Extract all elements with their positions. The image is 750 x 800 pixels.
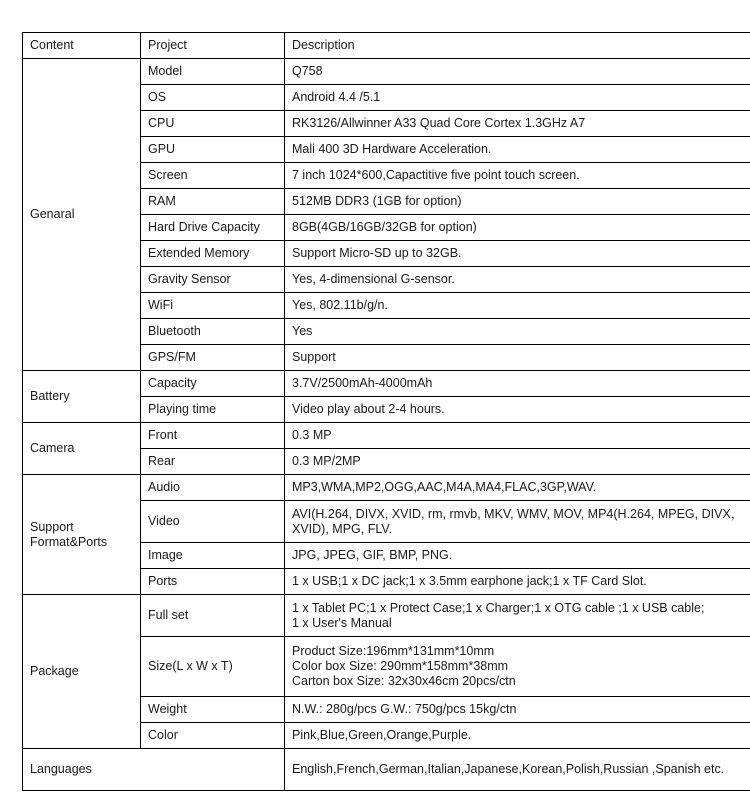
description-value: 0.3 MP bbox=[285, 423, 750, 449]
project-label: Extended Memory bbox=[141, 241, 285, 267]
specification-table-container bbox=[22, 32, 744, 791]
description-value: Q758 bbox=[285, 59, 750, 85]
description-value: English,French,German,Italian,Japanese,Korean,Polish,Russian ,Spanish etc. bbox=[285, 749, 750, 791]
group-label-camera: Camera bbox=[23, 423, 141, 475]
header-project: Project bbox=[141, 33, 285, 59]
project-label: GPU bbox=[141, 137, 285, 163]
project-label: Color bbox=[141, 723, 285, 749]
group-label-genaral: Genaral bbox=[23, 59, 141, 371]
project-label: Size(L x W x T) bbox=[141, 637, 285, 697]
project-label: Front bbox=[141, 423, 285, 449]
project-label: Video bbox=[141, 501, 285, 543]
table-row bbox=[23, 595, 750, 637]
project-label: RAM bbox=[141, 189, 285, 215]
project-label: GPS/FM bbox=[141, 345, 285, 371]
description-value: Yes, 802.11b/g/n. bbox=[285, 293, 750, 319]
description-value: 1 x USB;1 x DC jack;1 x 3.5mm earphone jack;1 x TF Card Slot. bbox=[285, 569, 750, 595]
description-value bbox=[285, 595, 750, 637]
description-value: N.W.: 280g/pcs G.W.: 750g/pcs 15kg/ctn bbox=[285, 697, 750, 723]
table-row bbox=[23, 59, 750, 85]
group-label-battery: Battery bbox=[23, 371, 141, 423]
project-label: OS bbox=[141, 85, 285, 111]
description-value: 512MB DDR3 (1GB for option) bbox=[285, 189, 750, 215]
description-value: 3.7V/2500mAh-4000mAh bbox=[285, 371, 750, 397]
project-label: Image bbox=[141, 543, 285, 569]
description-value: Support Micro-SD up to 32GB. bbox=[285, 241, 750, 267]
table-header-row bbox=[23, 33, 750, 59]
project-label: Screen bbox=[141, 163, 285, 189]
project-label: Rear bbox=[141, 449, 285, 475]
description-value: AVI(H.264, DIVX, XVID, rm, rmvb, MKV, WMV, MOV, MP4(H.264, MPEG, DIVX，XVID), MPG, FLV. bbox=[285, 501, 750, 543]
description-value: Android 4.4 /5.1 bbox=[285, 85, 750, 111]
description-line: Product Size:196mm*131mm*10mm bbox=[292, 644, 495, 658]
project-label: WiFi bbox=[141, 293, 285, 319]
product-specification-table bbox=[22, 32, 750, 791]
description-value: Pink,Blue,Green,Orange,Purple. bbox=[285, 723, 750, 749]
description-line: 1 x Tablet PC;1 x Protect Case;1 x Charger;1 x OTG cable ;1 x USB cable; bbox=[292, 600, 705, 615]
description-value: Support bbox=[285, 345, 750, 371]
description-value bbox=[285, 637, 750, 697]
description-value: JPG, JPEG, GIF, BMP, PNG. bbox=[285, 543, 750, 569]
project-label: CPU bbox=[141, 111, 285, 137]
table-row-languages bbox=[23, 749, 750, 791]
table-row bbox=[23, 371, 750, 397]
project-label: Playing time bbox=[141, 397, 285, 423]
description-value: 7 inch 1024*600,Capactitive five point touch screen. bbox=[285, 163, 750, 189]
description-value: 0.3 MP/2MP bbox=[285, 449, 750, 475]
group-label-support-format-ports: Support Format&Ports bbox=[23, 475, 141, 595]
table-row bbox=[23, 423, 750, 449]
project-label: Ports bbox=[141, 569, 285, 595]
description-value: Yes bbox=[285, 319, 750, 345]
description-value: 8GB(4GB/16GB/32GB for option) bbox=[285, 215, 750, 241]
project-label: Weight bbox=[141, 697, 285, 723]
project-label: Model bbox=[141, 59, 285, 85]
description-value: MP3,WMA,MP2,OGG,AAC,M4A,MA4,FLAC,3GP,WAV. bbox=[285, 475, 750, 501]
project-label: Audio bbox=[141, 475, 285, 501]
description-value: RK3126/Allwinner A33 Quad Core Cortex 1.3GHz A7 bbox=[285, 111, 750, 137]
project-label: Hard Drive Capacity bbox=[141, 215, 285, 241]
description-value: Mali 400 3D Hardware Acceleration. bbox=[285, 137, 750, 163]
description-value: Yes, 4-dimensional G-sensor. bbox=[285, 267, 750, 293]
header-content: Content bbox=[23, 33, 141, 59]
project-label: Capacity bbox=[141, 371, 285, 397]
table-row bbox=[23, 475, 750, 501]
description-line: Carton box Size: 32x30x46cm 20pcs/ctn bbox=[292, 674, 516, 688]
description-line: 1 x User's Manual bbox=[292, 615, 392, 630]
description-value: Video play about 2-4 hours. bbox=[285, 397, 750, 423]
group-label-package: Package bbox=[23, 595, 141, 749]
project-label: Full set bbox=[141, 595, 285, 637]
project-label: Bluetooth bbox=[141, 319, 285, 345]
project-label: Gravity Sensor bbox=[141, 267, 285, 293]
group-label-languages: Languages bbox=[23, 749, 285, 791]
header-description: Description bbox=[285, 33, 750, 59]
description-line: Color box Size: 290mm*158mm*38mm bbox=[292, 659, 509, 673]
